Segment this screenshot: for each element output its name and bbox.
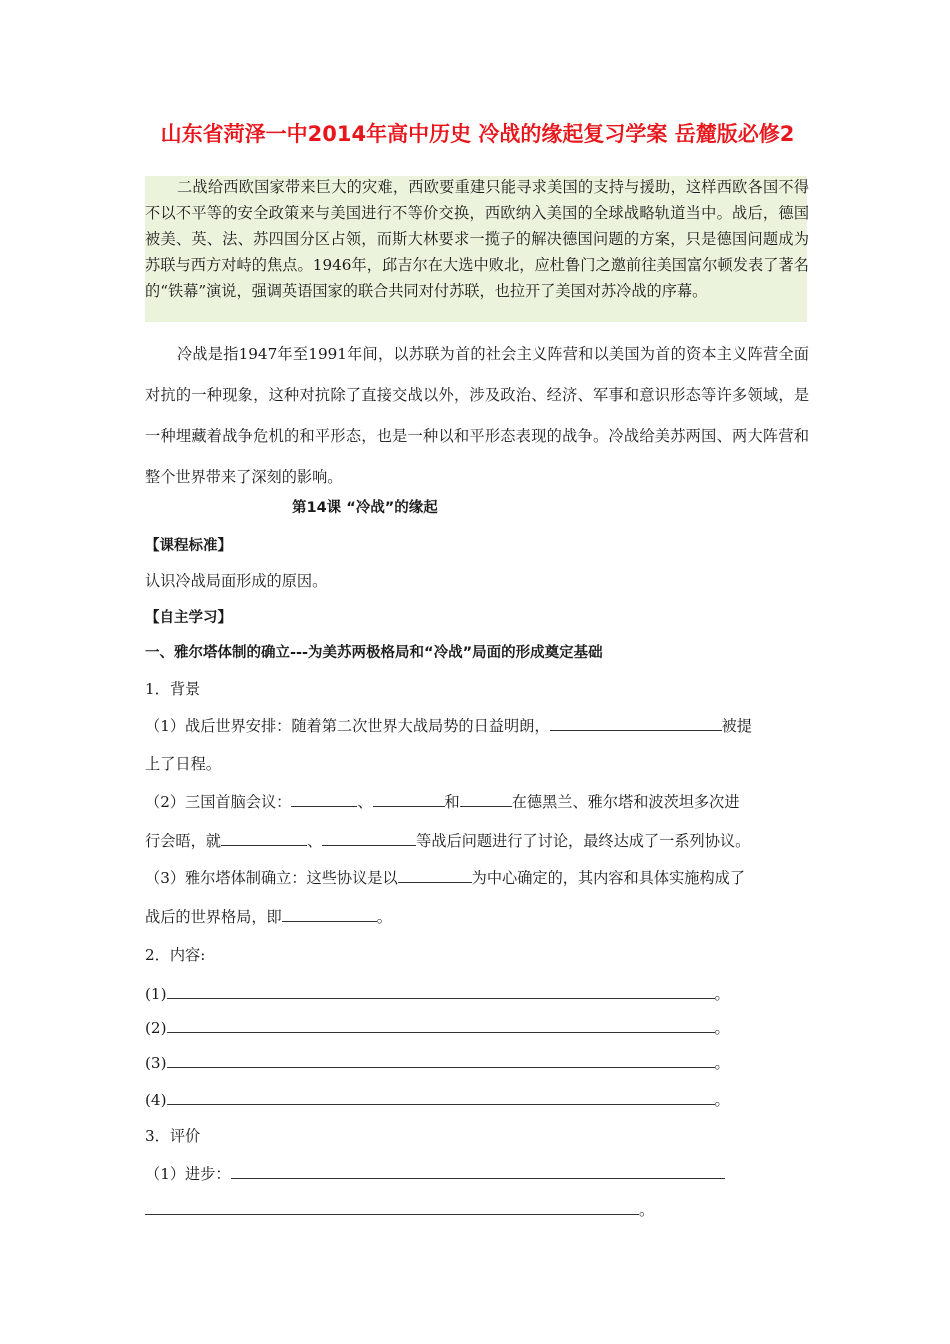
section-1-heading: 一、雅尔塔体制的确立---为美苏两极格局和“冷战”局面的形成奠定基础 bbox=[145, 645, 603, 661]
question-3-text: （3）雅尔塔体制确立：这些协议是以 bbox=[145, 869, 398, 887]
question-2-continuation bbox=[145, 829, 750, 852]
evaluation-label: 3．评价 bbox=[145, 1127, 201, 1145]
evaluation-item-1 bbox=[145, 1162, 725, 1185]
answer-blank[interactable] bbox=[167, 1051, 715, 1068]
evaluation-item-1-continuation bbox=[145, 1198, 654, 1221]
self-study-heading: 【自主学习】 bbox=[145, 610, 232, 626]
item-number: (2) bbox=[145, 1019, 167, 1037]
answer-blank[interactable] bbox=[282, 905, 377, 922]
question-2-text: （2）三国首脑会议： bbox=[145, 793, 292, 811]
evaluation-item-1-text: （1）进步： bbox=[145, 1165, 231, 1183]
answer-blank[interactable] bbox=[291, 790, 357, 807]
answer-blank[interactable] bbox=[145, 1198, 639, 1215]
content-item-2 bbox=[145, 1016, 730, 1039]
content-label: 2．内容: bbox=[145, 946, 206, 964]
content-item-1 bbox=[145, 982, 730, 1005]
question-2-text-b: 行会晤，就 bbox=[145, 832, 221, 850]
content-item-4 bbox=[145, 1088, 730, 1111]
course-standard-heading: 【课程标准】 bbox=[145, 538, 232, 554]
period: 。 bbox=[639, 1201, 655, 1219]
question-2-line bbox=[145, 790, 740, 813]
intro-paragraph: 二战给西欧国家带来巨大的灾难，西欧要重建只能寻求美国的支持与援助，这样西欧各国不得不以不平等的安全政策来与美国进行不等价交换，西欧纳入美国的全球战略轨道当中。战后，德国被美、英、法、苏四国分区占领，而斯大林要求一揽子的解决德国问题的方案，只是德国问题成为苏联与西方对峙的焦点。1946年，邱吉尔在大选中败北，应杜鲁门之邀前往美国富尔顿发表了著名的“铁幕”演说，强调英语国家的联合共同对付苏联，也拉开了美国对苏冷战的序幕。 bbox=[145, 178, 809, 300]
answer-blank[interactable] bbox=[373, 790, 445, 807]
question-3-continuation bbox=[145, 905, 392, 928]
answer-blank[interactable] bbox=[167, 1016, 715, 1033]
cold-war-definition-paragraph: 冷战是指1947年至1991年间，以苏联为首的社会主义阵营和以美国为首的资本主义阵营全面对抗的一种现象，这种对抗除了直接交战以外，涉及政治、经济、军事和意识形态等许多领域，是一种埋藏着战争危机的和平形态，也是一种以和平形态表现的战争。冷战给美苏两国、两大阵营和整个世界带来了深刻的影响。 bbox=[145, 345, 809, 486]
course-standard-text: 认识冷战局面形成的原因。 bbox=[145, 572, 328, 590]
question-1-suffix: 被提 bbox=[721, 717, 752, 735]
question-1-line bbox=[145, 714, 752, 737]
question-3-suffix: 为中心确定的，其内容和具体实施构成了 bbox=[471, 869, 746, 887]
answer-blank[interactable] bbox=[221, 829, 307, 846]
item-number: (4) bbox=[145, 1091, 167, 1109]
question-1-text: （1）战后世界安排：随着第二次世界大战局势的日益明朗， bbox=[145, 717, 550, 735]
separator: 和 bbox=[444, 793, 460, 811]
question-2-suffix-b: 等战后问题进行了讨论，最终达成了一系列协议。 bbox=[416, 832, 751, 850]
separator: 、 bbox=[306, 832, 323, 850]
answer-blank[interactable] bbox=[398, 866, 472, 883]
answer-blank[interactable] bbox=[167, 1088, 715, 1105]
period: 。 bbox=[376, 908, 392, 926]
question-1-continuation: 上了日程。 bbox=[145, 755, 221, 773]
item-number: (3) bbox=[145, 1054, 167, 1072]
answer-blank[interactable] bbox=[167, 982, 715, 999]
document-title: 山东省菏泽一中2014年高中历史 冷战的缘起复习学案 岳麓版必修2 bbox=[160, 122, 795, 146]
answer-blank[interactable] bbox=[231, 1162, 725, 1179]
answer-blank[interactable] bbox=[460, 790, 512, 807]
period: 。 bbox=[714, 1019, 730, 1037]
separator: 、 bbox=[357, 793, 373, 811]
question-3-line bbox=[145, 866, 745, 889]
period: 。 bbox=[714, 1091, 730, 1109]
period: 。 bbox=[714, 1054, 730, 1072]
answer-blank[interactable] bbox=[322, 829, 416, 846]
lesson-title: 第14课 “冷战”的缘起 bbox=[292, 500, 438, 516]
item-number: (1) bbox=[145, 985, 167, 1003]
question-2-suffix: 在德黑兰、雅尔塔和波茨坦多次进 bbox=[511, 793, 740, 811]
background-label: 1．背景 bbox=[145, 680, 201, 698]
content-item-3 bbox=[145, 1051, 730, 1074]
answer-blank[interactable] bbox=[550, 714, 722, 731]
question-3-text-b: 战后的世界格局，即 bbox=[145, 908, 282, 926]
period: 。 bbox=[714, 985, 730, 1003]
